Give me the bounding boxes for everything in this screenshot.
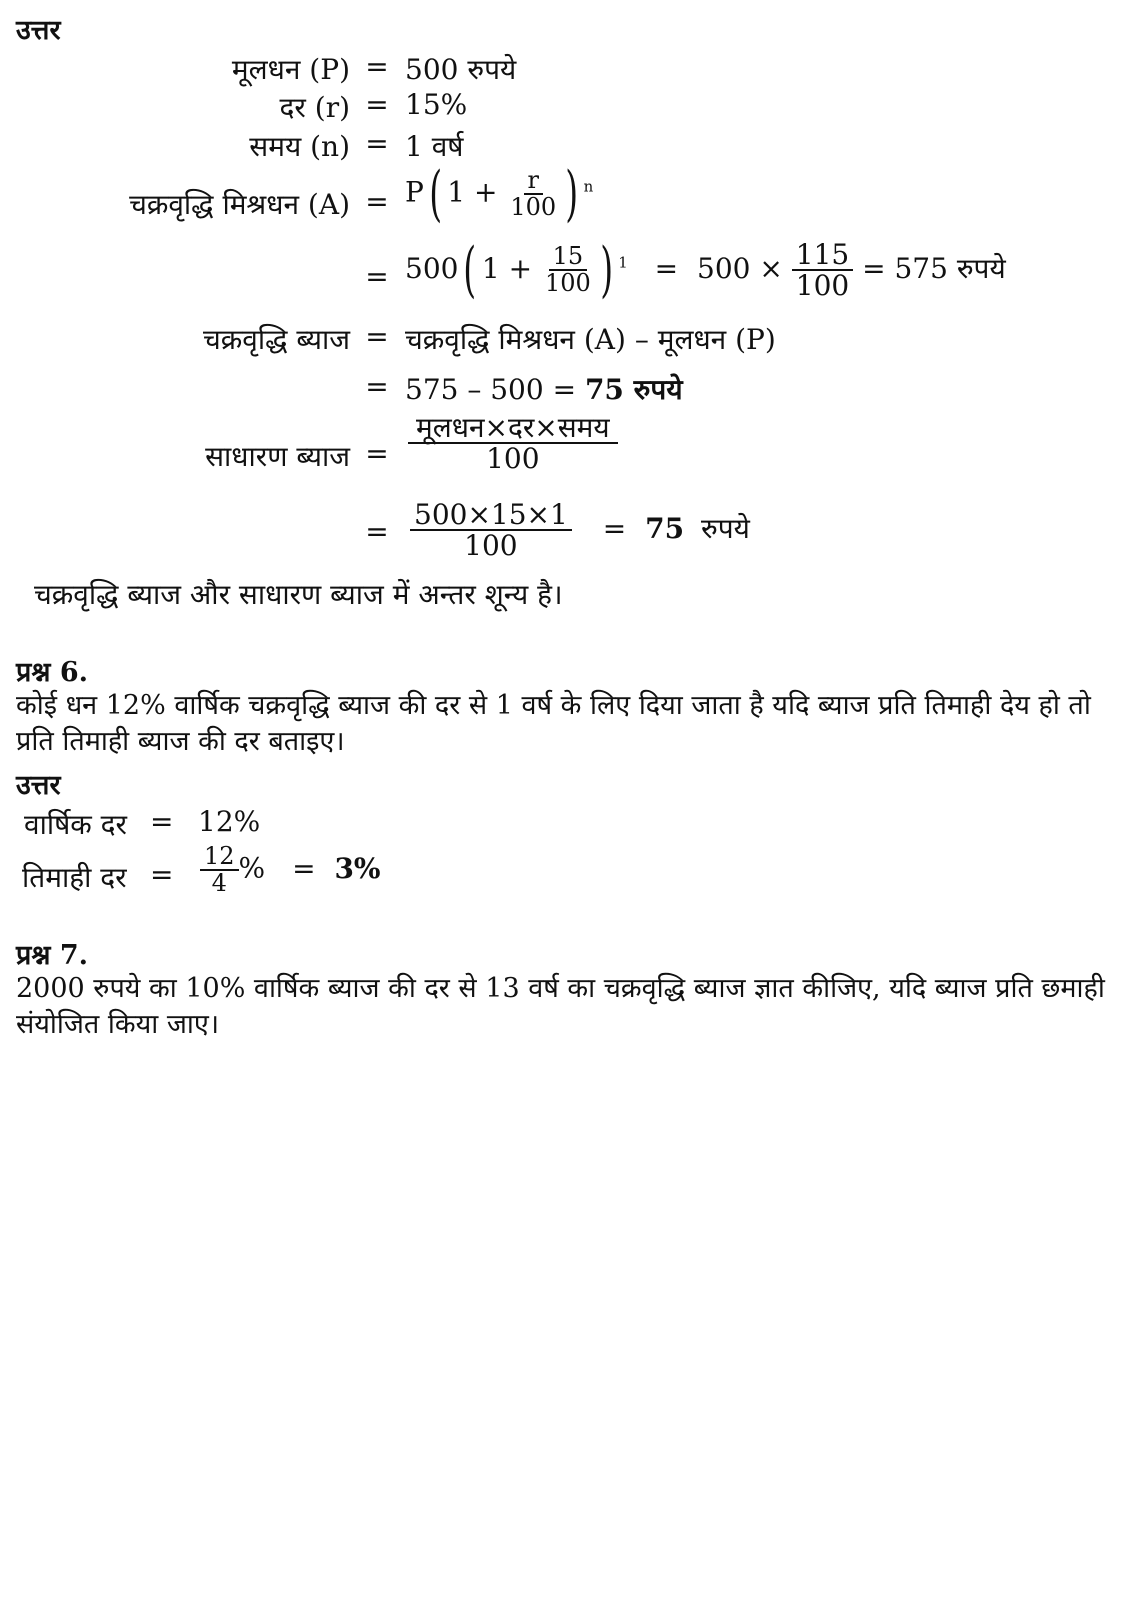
question-7-text: 2000 रुपये का 10% वार्षिक ब्याज की दर से 13 वर्ष का चक्रवृद्धि ब्याज ज्ञात कीजिए, यदि ब्याज प्रति छमाही संयोजित किया जाए। (16, 973, 1105, 1040)
compound-amount-formula (405, 159, 594, 230)
equals-sign: = (654, 251, 679, 285)
exponent: 1 (618, 253, 628, 272)
annual-rate-value: 12% (198, 805, 261, 838)
fraction-denominator: 100 (464, 529, 518, 563)
multiplier-fraction (792, 240, 853, 301)
question-6-text: कोई धन 12% वार्षिक चक्रवृद्धि ब्याज की दर से 1 वर्ष के लिए दिया जाता है यदि ब्याज प्रति तिमाही देय हो तो प्रति तिमाही ब्याज की दर बताइए। (16, 690, 1091, 757)
formula-one-plus: 1 + (447, 175, 498, 209)
rate-value: 15% (405, 88, 468, 121)
formula-one-plus: 1 + (481, 251, 533, 285)
equals-sign: = (150, 858, 174, 891)
fraction-numerator: 115 (792, 240, 853, 271)
time-value: 1 वर्ष (405, 130, 464, 163)
answer-heading: उत्तर (16, 15, 61, 46)
equals-sign: = (365, 515, 389, 548)
quarterly-rate-label: तिमाही दर (22, 861, 127, 894)
fraction-numerator: मूलधन×दर×समय (408, 413, 618, 444)
paren-open: ( (429, 159, 442, 230)
simple-interest-result: 75 (645, 511, 685, 545)
simple-interest-fraction (408, 413, 618, 474)
equals-sign: = (150, 805, 174, 838)
paren-close: ) (565, 159, 579, 230)
fraction-numerator: r (524, 168, 543, 195)
simple-interest-label: साधारण ब्याज (205, 440, 350, 473)
fraction-denominator: 100 (510, 193, 557, 222)
equals-sign: = (365, 185, 389, 218)
quarterly-rate-result: 3% (334, 851, 381, 885)
formula-p: P (405, 175, 424, 209)
time-label: समय (n) (249, 130, 350, 163)
principal-value: 500 रुपये (405, 53, 517, 86)
compound-interest-formula: चक्रवृद्धि मिश्रधन (A) – मूलधन (P) (405, 323, 776, 356)
quarterly-fraction (200, 844, 239, 896)
simple-interest-fraction (410, 500, 572, 561)
rate-fraction (541, 244, 595, 296)
equals-sign: = (365, 320, 389, 353)
question-6-answer-heading: उत्तर (16, 770, 61, 801)
exponent: n (583, 177, 594, 196)
conclusion-text: चक्रवृद्धि ब्याज और साधारण ब्याज में अन्तर शून्य है। (34, 578, 563, 611)
calc-expression: 575 – 500 = (405, 373, 585, 406)
fraction-numerator: 15 (549, 244, 588, 271)
rate-label: दर (r) (279, 91, 350, 124)
amount-result: = 575 रुपये (862, 251, 1006, 285)
fraction-numerator: 500×15×1 (410, 500, 572, 531)
fraction-denominator: 100 (544, 269, 591, 298)
compound-amount-label: चक्रवृद्धि मिश्रधन (A) (129, 188, 350, 221)
rate-fraction (506, 168, 560, 220)
simple-interest-calc (410, 500, 750, 561)
equals-sign: = (365, 370, 389, 403)
fraction-numerator: 12 (200, 844, 239, 871)
equals-sign: = (365, 437, 389, 470)
equals-sign: = (365, 50, 389, 83)
compound-amount-substitution (405, 235, 1006, 306)
question-7-heading: प्रश्न 7. (16, 940, 89, 971)
question-6-heading: प्रश्न 6. (16, 657, 89, 688)
fraction-denominator: 100 (795, 269, 850, 303)
multiplier: 500 × (697, 251, 783, 285)
principal-label: मूलधन (P) (231, 53, 350, 86)
paren-close: ) (600, 235, 613, 306)
fraction-denominator: 100 (486, 442, 540, 476)
simple-interest-formula (408, 413, 618, 474)
quarterly-rate-calc (200, 844, 381, 896)
equals-sign: = (365, 260, 389, 293)
equals-sign: = (365, 127, 389, 160)
compound-interest-label: चक्रवृद्धि ब्याज (202, 323, 350, 356)
percent-sign: % (238, 851, 266, 885)
equals-sign: = (602, 511, 627, 545)
base-value: 500 (405, 251, 459, 285)
fraction-denominator: 4 (211, 869, 227, 898)
annual-rate-label: वार्षिक दर (24, 808, 127, 841)
simple-interest-unit: रुपये (700, 511, 750, 545)
equals-sign: = (292, 851, 316, 885)
compound-interest-result: 75 रुपये (584, 373, 683, 406)
compound-interest-calc (405, 370, 683, 408)
paren-open: ( (463, 235, 477, 306)
equals-sign: = (365, 88, 389, 121)
